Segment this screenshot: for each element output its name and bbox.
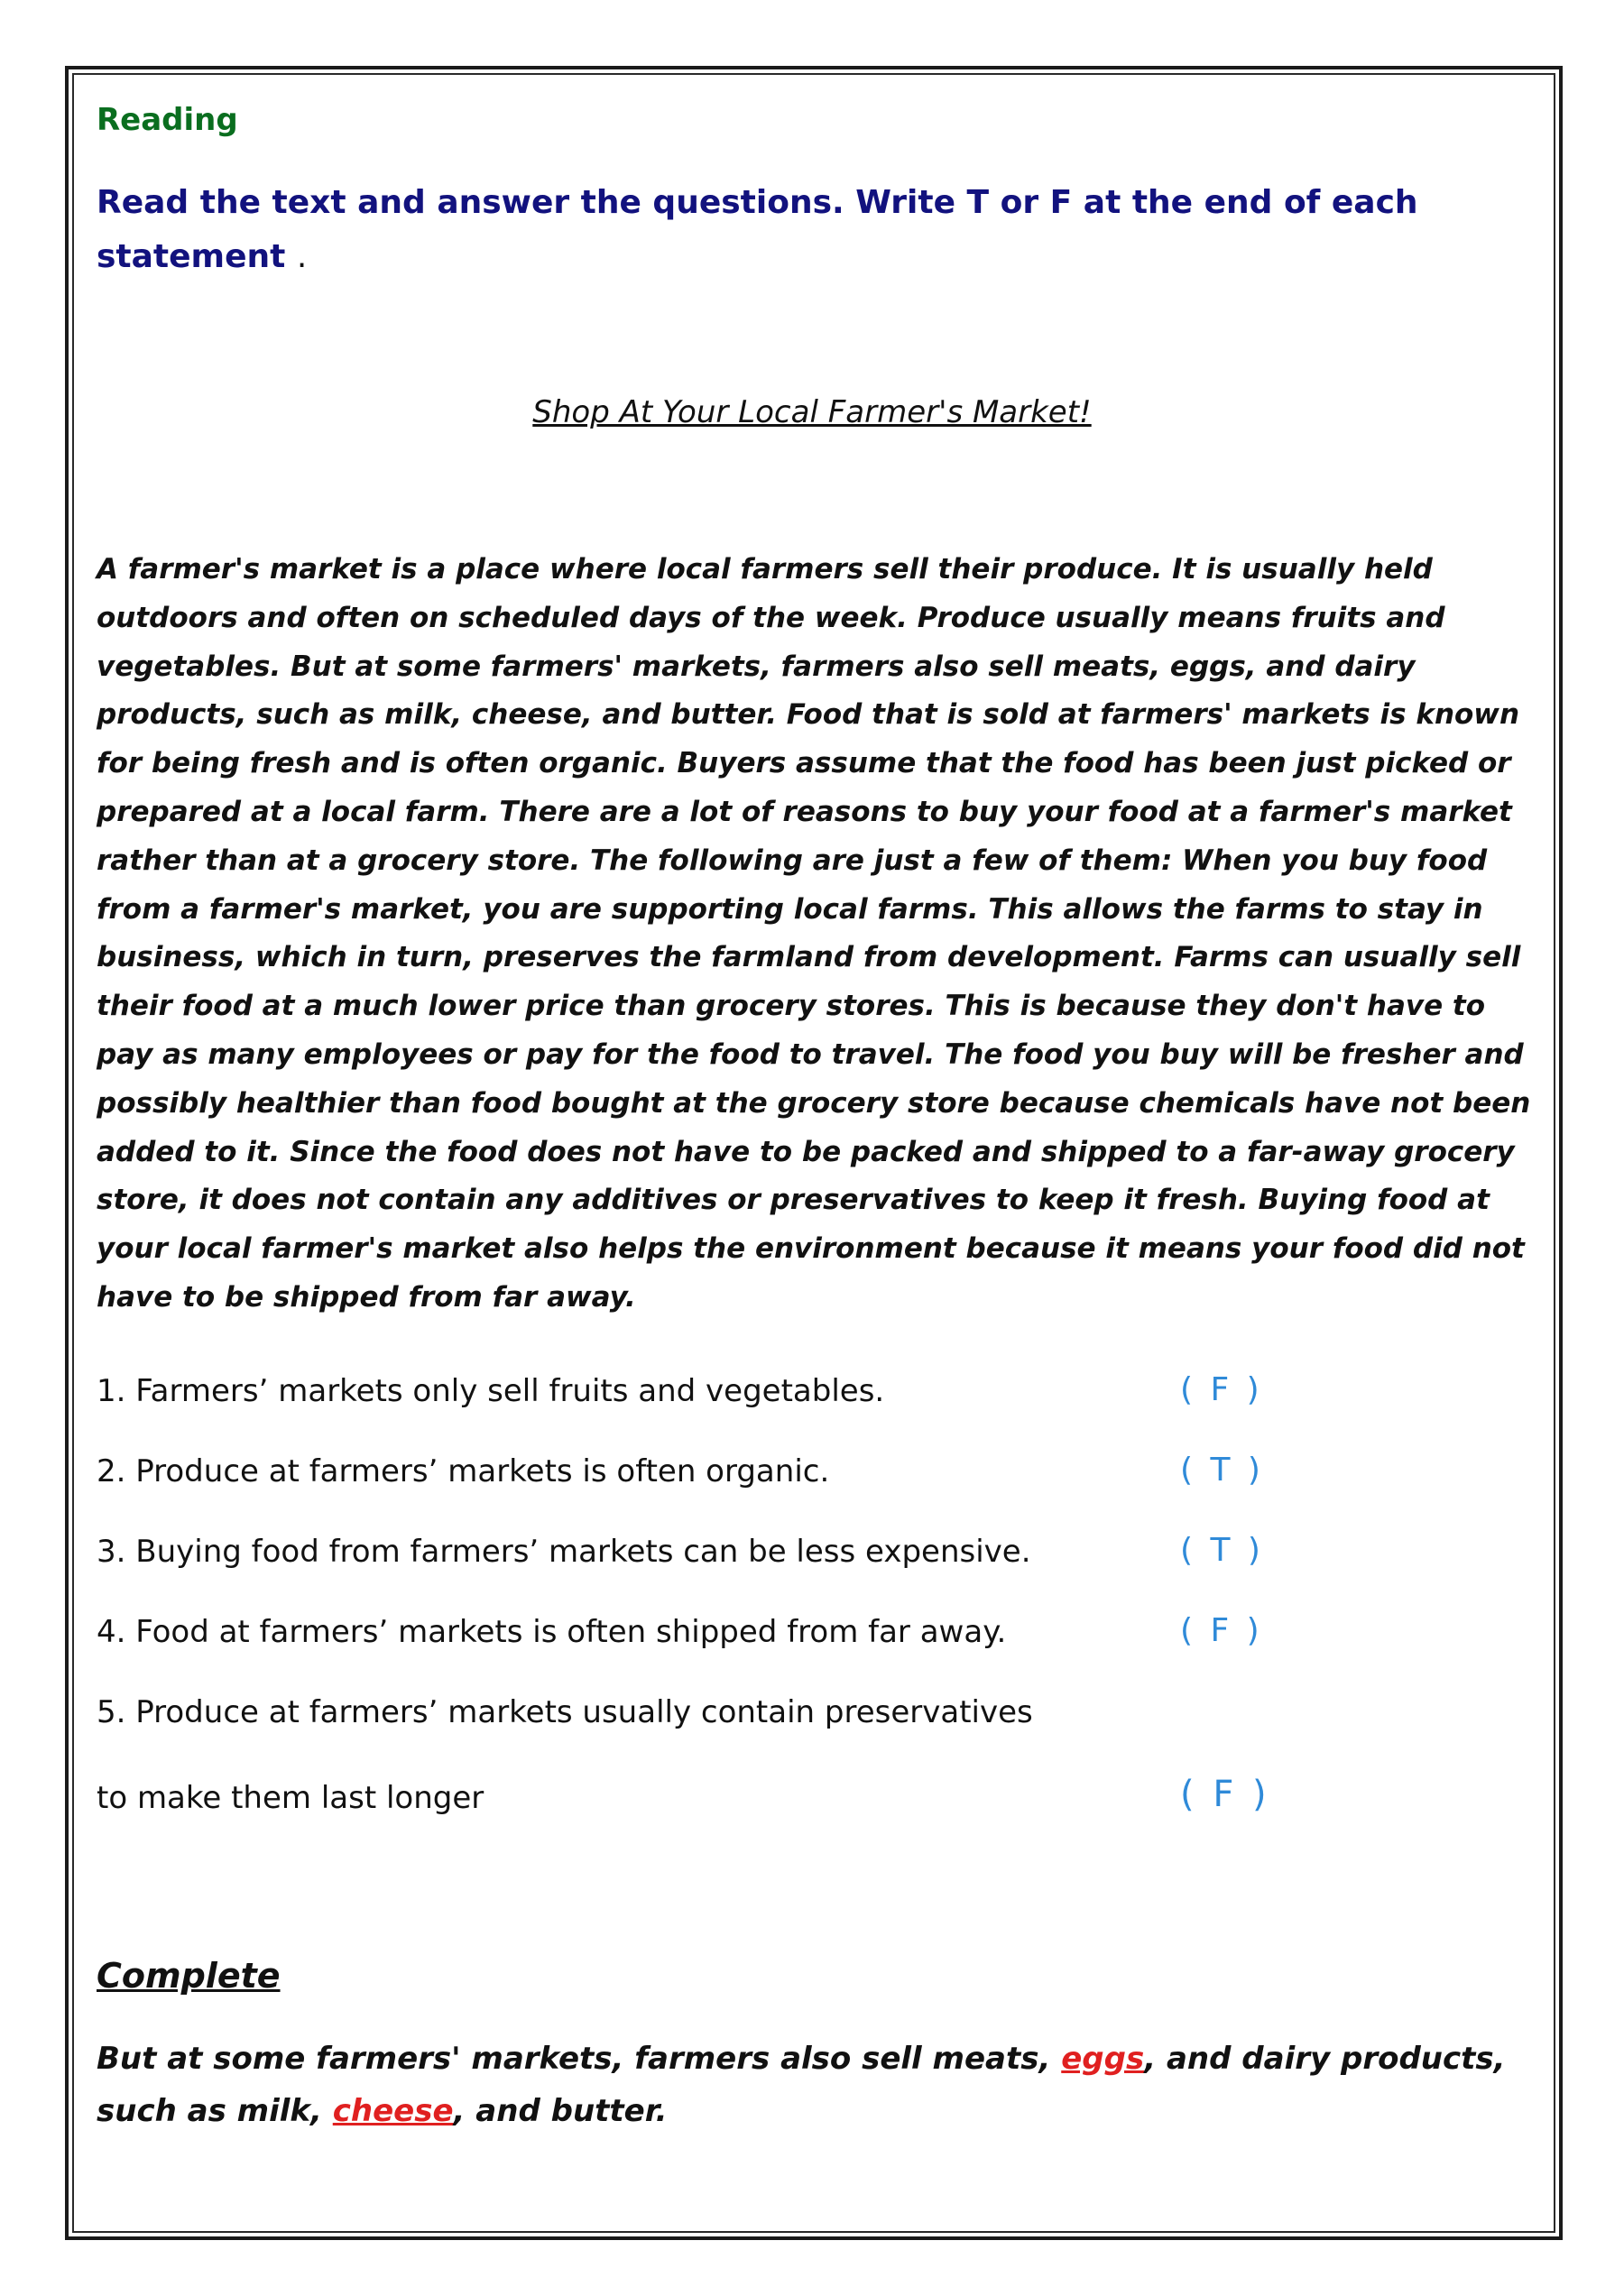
answer-1: ( F ) [1180, 1371, 1263, 1408]
answer-3: ( T ) [1180, 1532, 1264, 1569]
story-title: Shop At Your Local Farmer's Market! [532, 394, 1092, 430]
question-3: 3. Buying food from farmers’ markets can be less expensive. [97, 1534, 1031, 1570]
question-4: 4. Food at farmers’ markets is often shipped from far away. [97, 1614, 1007, 1650]
question-1: 1. Farmers’ markets only sell fruits and vegetables. [97, 1373, 885, 1409]
instructions-text: Read the text and answer the questions. Write T or F at the end of each statement [97, 184, 1418, 275]
question-5-continued: to make them last longer [97, 1780, 484, 1816]
fill-in-eggs: eggs [1061, 2041, 1145, 2077]
instructions-end: . [296, 238, 308, 275]
question-5: 5. Produce at farmers’ markets usually contain preservatives [97, 1694, 1033, 1730]
section-label: Reading [97, 102, 238, 138]
answer-5: ( F ) [1180, 1774, 1270, 1815]
complete-part-1: But at some farmers' markets, farmers also sell meats, [97, 2041, 1062, 2077]
fill-in-cheese: cheese [332, 2093, 454, 2129]
answer-2: ( T ) [1180, 1452, 1264, 1489]
reading-passage: A farmer's market is a place where local farmers sell their produce. It is usually held outdoors and often on scheduled days of the week. Produce usually means fruits and vegetables. But at some farmers' markets, farmers also sell meats, eggs, and dairy products, such as milk, cheese, and butter. Food that is sold at farmers' markets is known for being fresh and is often organic. Buyers assume that the food has been just picked or prepared at a local farm. There are a lot of reasons to buy your food at a farmer's market rather than at a grocery store. The following are just a few of them: When you buy food from a farmer's market, you are supporting local farms. This allows the farms to stay in business, which in turn, preserves the farmland from development. Farms can usually sell their food at a much lower price than grocery stores. This is because they don't have to pay as many employees or pay for the food to travel. The food you buy will be fresher and possibly healthier than food bought at the grocery store because chemicals have not been added to it. Since the food does not have to be packed and shipped to a far-away grocery store, it does not contain any additives or preservatives to keep it fresh. Buying food at your local farmer's market also helps the environment because it means your food did not have to be shipped from far away. [97, 553, 1531, 1314]
instructions [97, 176, 1450, 284]
answer-4: ( F ) [1180, 1612, 1263, 1649]
complete-sentence [97, 2033, 1540, 2137]
complete-heading: Complete [97, 1956, 281, 1996]
complete-part-3: , and butter. [453, 2093, 668, 2129]
complete-part-2: , and dairy products, such as milk, [97, 2041, 1506, 2129]
question-2: 2. Produce at farmers’ markets is often organic. [97, 1453, 830, 1489]
